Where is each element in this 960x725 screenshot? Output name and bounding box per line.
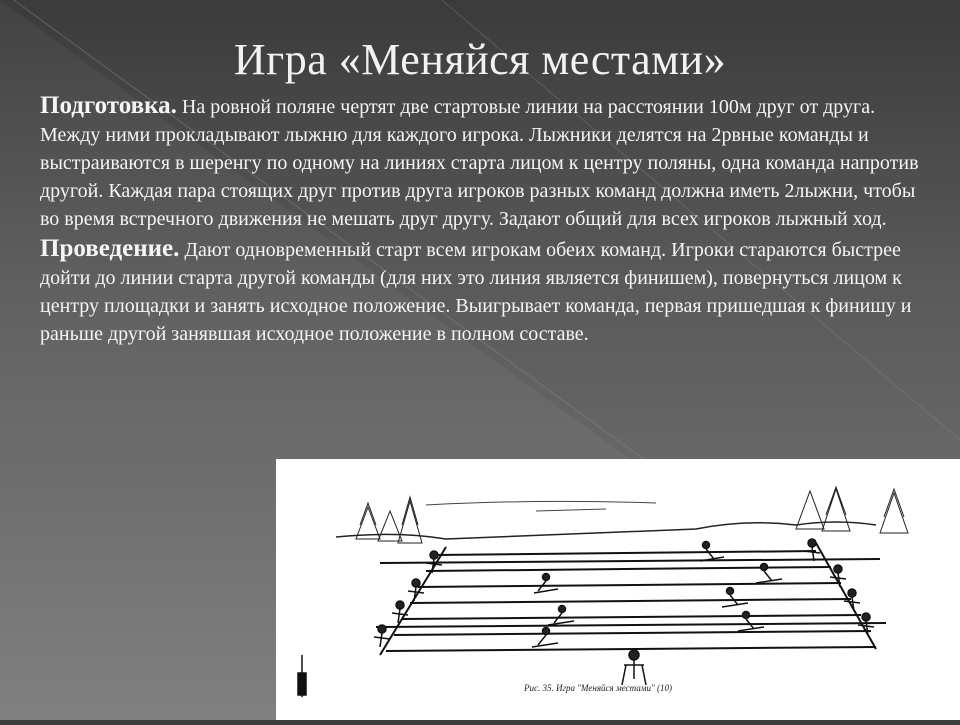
slide-title: Игра «Меняйся местами» <box>233 35 727 84</box>
conduct-term: Проведение. <box>40 235 180 262</box>
referee-icon <box>622 650 646 685</box>
skier-icon <box>722 588 748 608</box>
skier-icon <box>534 574 558 594</box>
tree-icon <box>356 503 380 539</box>
cloud-stroke <box>536 509 606 511</box>
preparation-paragraph <box>40 92 920 233</box>
scale-label: 30 <box>286 684 296 693</box>
tree-icon <box>822 487 850 531</box>
conduct-paragraph <box>40 235 920 348</box>
skier-icon <box>532 628 558 648</box>
conduct-text: Дают одновременный старт всем игрокам обеих команд. Игроки стараются быстрее дойти до линии старта другой команды (для них это линия является финишем), повернуться лицом к центру площадки и занять исходное положение. Выигрывает команда, первая пришедшая к финишу и раньше другой занявшая исходное положение в полном составе. <box>40 239 912 345</box>
skier-icon <box>804 539 820 561</box>
ski-tracks <box>376 543 886 655</box>
scale-bar <box>298 655 306 697</box>
ski-game-illustration <box>276 459 960 720</box>
skier-icon <box>756 564 782 584</box>
preparation-term: Подготовка. <box>40 92 177 119</box>
description-block <box>40 92 920 350</box>
cloud-stroke <box>426 501 656 505</box>
tree-icon <box>880 489 908 533</box>
skier-icon <box>548 606 574 626</box>
ski-field-drawing <box>276 459 960 720</box>
figure-caption: Рис. 35. Игра "Меняйся местами" (10) <box>524 683 672 693</box>
tree-icon <box>378 511 402 541</box>
preparation-text: На ровной поляне чертят две стартовые линии на расстоянии 100м друг от друга. Между ними прокладывают лыжню для каждого игрока. Лыжники делятся на 2рвные команды и выстраиваются в шеренгу по одному на линиях старта лицом к центру поляны, одна команда напротив другой. Каждая пара стоящих друг против друга игроков разных команд должна иметь 2лыжни, чтобы во время встречного движения не мешать друг другу. Задают общий для всех игроков лыжный ход. <box>40 96 919 230</box>
skier-icon <box>738 612 764 632</box>
